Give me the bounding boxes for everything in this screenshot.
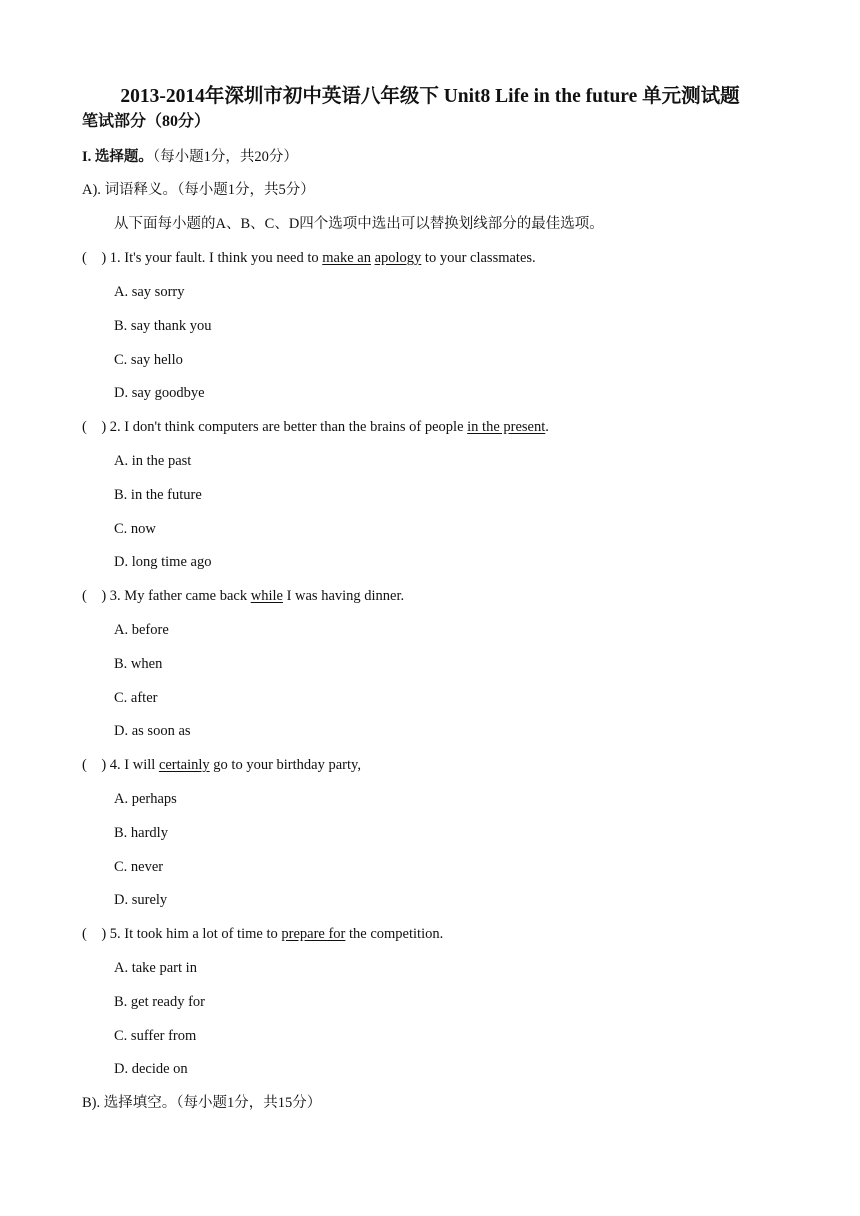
question-4 bbox=[82, 755, 361, 775]
part1-heading: 选择题。 bbox=[94, 149, 153, 165]
question-text-end: go to your birthday party, bbox=[213, 757, 361, 773]
partB-heading: 选择填空。 bbox=[103, 1095, 177, 1111]
underlined-phrase: while bbox=[250, 588, 283, 604]
underlined-phrase: make an bbox=[322, 250, 371, 266]
option-b: B. in the future bbox=[114, 487, 202, 503]
option-d: D. surely bbox=[114, 892, 168, 908]
option-a: A. say sorry bbox=[114, 284, 185, 300]
underlined-phrase: in the present bbox=[467, 419, 546, 435]
partA-label: A). bbox=[82, 182, 101, 198]
question-number: 4. bbox=[109, 757, 121, 773]
question-text: I don't think computers are better than the brains of people bbox=[124, 419, 464, 435]
partB-points: （每小题1分，共15分） bbox=[176, 1095, 322, 1111]
question-text-end: . bbox=[545, 419, 549, 435]
question-text-end: the competition. bbox=[349, 926, 444, 942]
question-text: I will bbox=[124, 757, 156, 773]
partA-header bbox=[82, 180, 315, 200]
question-3 bbox=[82, 586, 404, 606]
underlined-phrase: certainly bbox=[158, 757, 210, 773]
option-b: B. get ready for bbox=[114, 994, 205, 1010]
partA-instruction: 从下面每小题的A、B、C、D四个选项中选出可以替换划线部分的最佳选项。 bbox=[114, 216, 604, 232]
option-c: C. now bbox=[114, 521, 156, 537]
option-b: B. hardly bbox=[114, 825, 168, 841]
question-number: 5. bbox=[109, 926, 121, 942]
question-text: It's your fault. I think you need to bbox=[124, 250, 319, 266]
partB-header bbox=[82, 1093, 321, 1113]
answer-bracket: ( ) bbox=[82, 926, 107, 942]
underlined-phrase: apology bbox=[374, 250, 422, 266]
question-text-end: to your classmates. bbox=[424, 250, 536, 266]
partB-label: B). bbox=[82, 1095, 101, 1111]
question-text-end: I was having dinner. bbox=[286, 588, 405, 604]
question-2 bbox=[82, 417, 549, 437]
option-c: C. say hello bbox=[114, 352, 183, 368]
part1-points: （每小题1分，共20分） bbox=[152, 149, 298, 165]
question-text: My father came back bbox=[124, 588, 248, 604]
underlined-phrase: prepare for bbox=[281, 926, 346, 942]
answer-bracket: ( ) bbox=[82, 419, 107, 435]
option-c: C. never bbox=[114, 859, 164, 875]
question-number: 1. bbox=[109, 250, 121, 266]
question-text: It took him a lot of time to bbox=[124, 926, 278, 942]
option-a: A. before bbox=[114, 622, 169, 638]
part1-label: I. bbox=[82, 149, 92, 165]
option-d: D. say goodbye bbox=[114, 385, 205, 401]
part1-header bbox=[82, 147, 298, 167]
option-a: A. take part in bbox=[114, 960, 197, 976]
answer-bracket: ( ) bbox=[82, 250, 107, 266]
option-d: D. long time ago bbox=[114, 554, 212, 570]
option-a: A. in the past bbox=[114, 453, 192, 469]
question-number: 2. bbox=[109, 419, 121, 435]
answer-bracket: ( ) bbox=[82, 757, 107, 773]
option-b: B. say thank you bbox=[114, 318, 212, 334]
option-d: D. decide on bbox=[114, 1061, 188, 1077]
answer-bracket: ( ) bbox=[82, 588, 107, 604]
document-title: 2013-2014年深圳市初中英语八年级下 Unit8 Life in the future 单元测试题 bbox=[120, 86, 740, 107]
question-5 bbox=[82, 924, 443, 944]
option-c: C. suffer from bbox=[114, 1028, 197, 1044]
option-c: C. after bbox=[114, 690, 158, 706]
partA-heading: 词语释义。 bbox=[104, 182, 178, 198]
option-a: A. perhaps bbox=[114, 791, 177, 807]
option-b: B. when bbox=[114, 656, 163, 672]
question-1 bbox=[82, 248, 536, 268]
option-d: D. as soon as bbox=[114, 723, 191, 739]
partA-points: （每小题1分，共5分） bbox=[177, 182, 315, 198]
question-number: 3. bbox=[109, 588, 121, 604]
section-written: 笔试部分（80分） bbox=[82, 113, 211, 130]
